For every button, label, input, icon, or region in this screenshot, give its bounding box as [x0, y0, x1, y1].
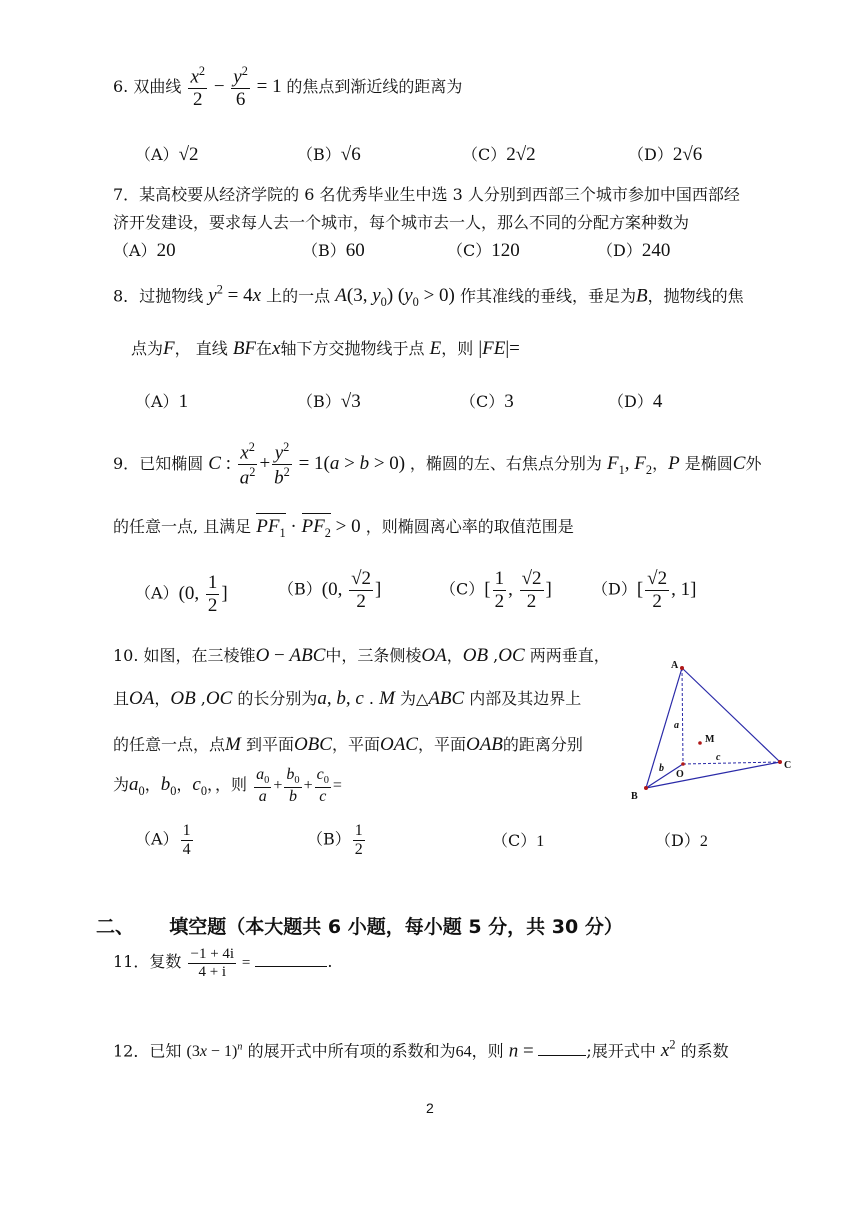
- vertex-c-label: C: [784, 760, 792, 771]
- pyramid-vertices: [644, 666, 782, 790]
- edge-a-label: a: [674, 720, 679, 731]
- q8-option-c: （C）3: [460, 391, 514, 412]
- q6-hyperbola-formula: $\frac{x^2}{2}$ − $\frac{y^2}{6}$ = 1: [190, 64, 282, 111]
- q10-option-d: （D）2: [655, 831, 708, 850]
- q10-line-4: 为$a_0$，$b_0$，$c_0$，，则 $\frac{a_0}{a}$ + $\frac{b_0}{b}$ + $\frac{c_0}{c}$ =: [113, 766, 342, 806]
- q10-line-2: 且OA，OB ,OC 的长分别为a, b, c . M 为△ABC 内部及其边界上: [113, 688, 582, 709]
- q10-option-c: （C）1: [492, 831, 545, 850]
- q9-line-1: 9．已知椭圆 C : $\frac{x^2}{a^2}$ + $\frac{y^2}{b^2}$ = 1(a > b > 0) ，椭圆的左、右焦点分别为 $F_1$, $F_2$，P 是椭圆C外: [113, 440, 762, 489]
- q10-option-a: （A） $\frac{1}{4}$: [135, 822, 191, 859]
- edge-b-label: b: [659, 763, 664, 774]
- pyramid-figure: [626, 656, 801, 804]
- q7-line-2: 济开发建设，要求每人去一个城市，每个城市去一人，那么不同的分配方案种数为: [113, 213, 690, 232]
- q8-option-b: （B）√3: [297, 391, 361, 412]
- q7-option-c: （C）120: [447, 240, 520, 261]
- q6-stem-before: 双曲线: [133, 76, 182, 96]
- q9-option-c: （C）[ $\frac{1}{2}$ , $\frac{√2}{2}$ ]: [440, 568, 552, 612]
- pyramid-solid-edges: [646, 668, 780, 788]
- q6-option-a: （A）√2: [135, 144, 199, 165]
- q7-line-1: 7．某高校要从经济学院的 6 名优秀毕业生中选 3 人分别到西部三个城市参加中国西部经: [113, 185, 740, 204]
- q12-answer-blank[interactable]: [538, 1055, 586, 1056]
- edge-c-label: c: [716, 752, 721, 763]
- question-6: [113, 64, 462, 111]
- q10-line-1: 10. 如图，在三棱锥O − ABC中，三条侧棱OA，OB ,OC 两两垂直，: [113, 645, 610, 666]
- q6-stem-after: 的焦点到渐近线的距离为: [286, 76, 463, 96]
- q8-line-1: 8．过抛物线 $y^2 = 4x$ 上的一点 A(3, $y_0$) $(y_0 > 0)$ 作其准线的垂线，垂足为B，抛物线的焦: [113, 283, 744, 310]
- q9-option-b: （B）(0, $\frac{√2}{2}$ ]: [278, 568, 382, 612]
- vertex-o-label: O: [676, 769, 684, 780]
- section-2-heading: [96, 912, 623, 939]
- q11-answer-blank[interactable]: [255, 966, 327, 967]
- q6-option-d: （D）2√6: [628, 144, 703, 165]
- question-12: 12．已知 $(3x - 1)^n$ 的展开式中所有项的系数和为64，则 n = ;展开式中 $x^2$ 的系数: [113, 1038, 729, 1062]
- vertex-a-label: A: [671, 660, 679, 671]
- vertex-b-label: B: [631, 791, 638, 802]
- q7-option-a: （A）20: [113, 240, 176, 261]
- page-number: 2: [426, 1100, 434, 1116]
- q6-option-c: （C）2√2: [462, 144, 536, 165]
- question-11: 11．复数 $\frac{-1 + 4i}{4 + i}$ = .: [113, 946, 333, 981]
- q9-option-d: （D）[ $\frac{√2}{2}$ , 1]: [592, 568, 697, 612]
- point-m-label: M: [705, 734, 715, 745]
- q10-option-b: （B） $\frac{1}{2}$: [307, 822, 363, 859]
- q9-line-2: 的任意一点, 且满足 $PF_1 \cdot PF_2 > 0$ ，则椭圆离心率的取值范围是: [113, 516, 574, 540]
- q10-line-3: 的任意一点，点M 到平面OBC，平面OAC，平面OAB的距离分别: [113, 734, 583, 755]
- q6-option-b: （B）√6: [297, 144, 361, 165]
- q7-option-b: （B）60: [302, 240, 365, 261]
- q8-option-a: （A）1: [135, 391, 189, 412]
- section-2-number: 二、: [96, 916, 135, 938]
- q7-option-d: （D）240: [597, 240, 671, 261]
- section-2-title: 填空题（本大题共 6 小题，每小题 5 分，共 30 分）: [169, 916, 623, 938]
- q8-line-2: 点为F， 直线 BF在x轴下方交抛物线于点 E，则 |FE|=: [131, 338, 520, 359]
- q6-number: 6.: [113, 76, 129, 96]
- q9-option-a: （A）(0, $\frac{1}{2}$ ]: [135, 572, 228, 616]
- q8-option-d: （D）4: [608, 391, 663, 412]
